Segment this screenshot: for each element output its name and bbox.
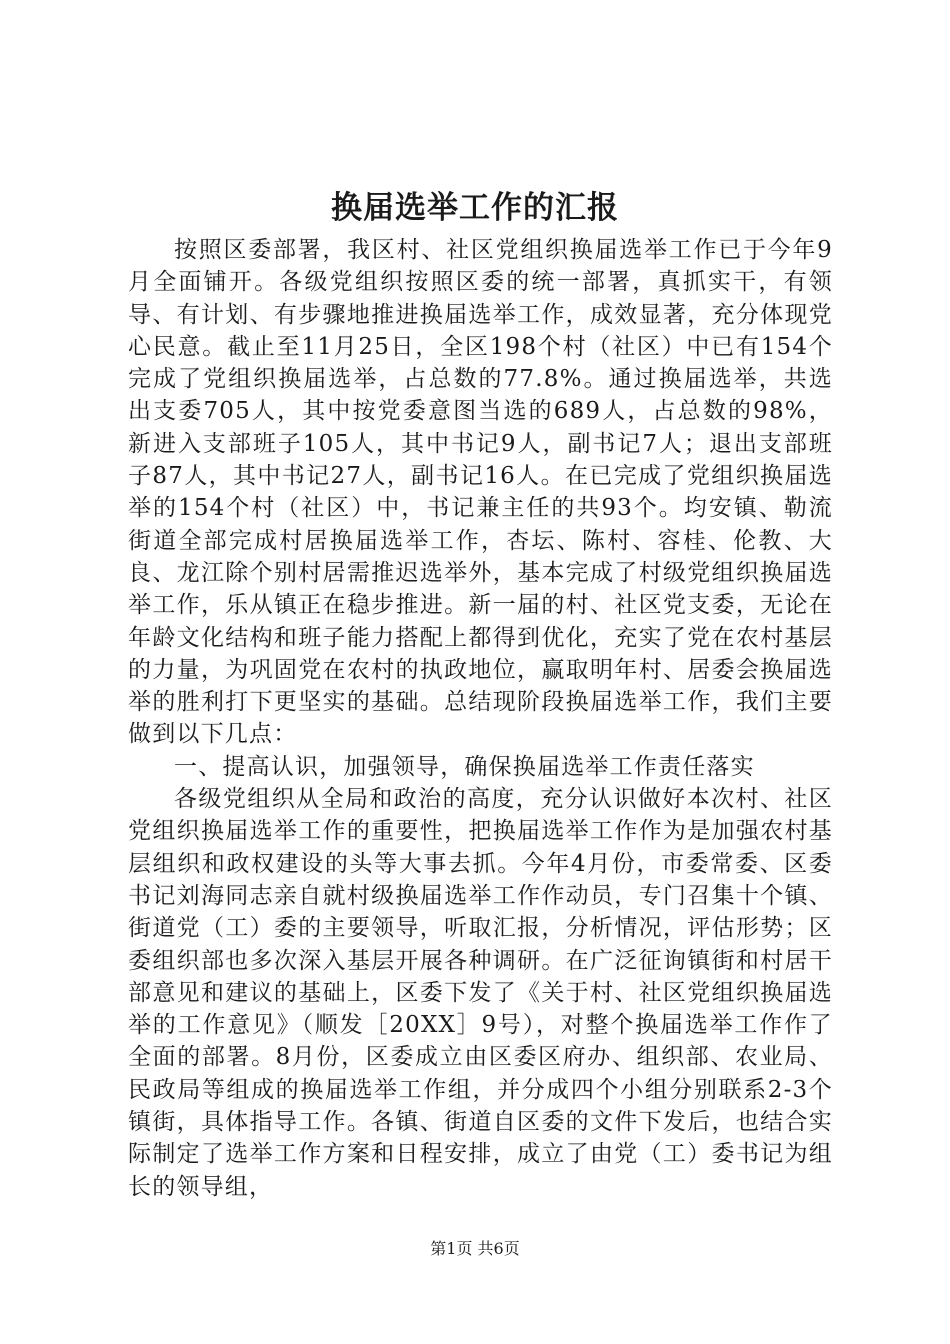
document-body	[128, 234, 833, 1203]
paragraph-section-1: 各级党组织从全局和政治的高度，充分认识做好本次村、社区党组织换届选举工作的重要性，把换届选举工作作为是加强农村基层组织和政权建设的头等大事去抓。今年4月份，市委常委、区委书记刘海同志亲自就村级换届选举工作作动员，专门召集十个镇、街道党（工）委的主要领导，听取汇报，分析情况，评估形势；区委组织部也多次深入基层开展各种调研。在广泛征询镇街和村居干部意见和建议的基础上，区委下发了《关于村、社区党组织换届选举的工作意见》（顺发［20XX］9号），对整个换届选举工作作了全面的部署。8月份，区委成立由区委区府办、组织部、农业局、民政局等组成的换届选举工作组，并分成四个小组分别联系2-3个镇街，具体指导工作。各镇、街道自区委的文件下发后，也结合实际制定了选举工作方案和日程安排，成立了由党（工）委书记为组长的领导组，	[128, 786, 833, 1200]
document-title: 换届选举工作的汇报	[331, 190, 619, 226]
section-heading-1: 一、提高认识，加强领导，确保换届选举工作责任落实	[174, 753, 755, 780]
page-footer: 第1页 共6页	[430, 1239, 520, 1258]
paragraph-intro: 按照区委部署，我区村、社区党组织换届选举工作已于今年9月全面铺开。各级党组织按照区委的统一部署，真抓实干，有领导、有计划、有步骤地推进换届选举工作，成效显著，充分体现党心民意。截止至11月25日，全区198个村（社区）中已有154个完成了党组织换届选举，占总数的77.8%。通过换届选举，共选出支委705人，其中按党委意图当选的689人，占总数的98%，新进入支部班子105人，其中书记9人，副书记7人；退出支部班子87人，其中书记27人，副书记16人。在已完成了党组织换届选举的154个村（社区）中，书记兼主任的共93个。均安镇、勒流街道全部完成村居换届选举工作，杏坛、陈村、容桂、伦教、大良、龙江除个别村居需推迟选举外，基本完成了村级党组织换届选举工作，乐从镇正在稳步推进。新一届的村、社区党支委，无论在年龄文化结构和班子能力搭配上都得到优化，充实了党在农村基层的力量，为巩固党在农村的执政地位，赢取明年村、居委会换届选举的胜利打下更坚实的基础。总结现阶段换届选举工作，我们主要做到以下几点：	[128, 237, 833, 748]
